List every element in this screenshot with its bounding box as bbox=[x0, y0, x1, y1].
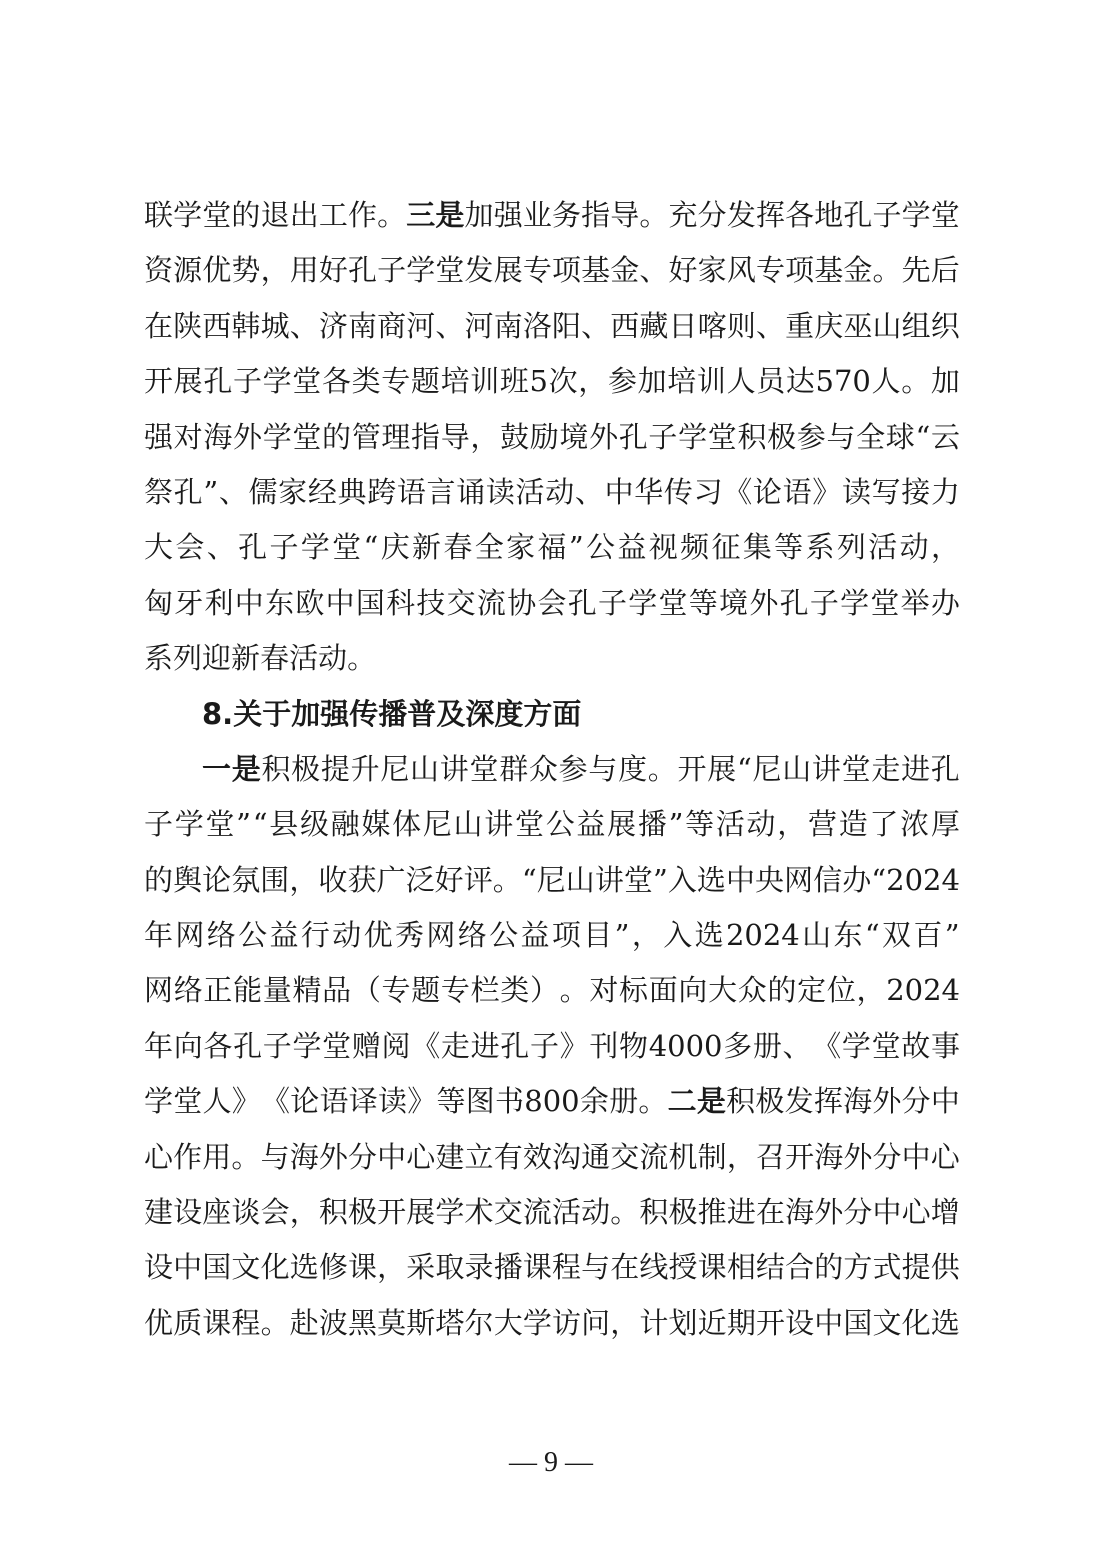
paragraph-line: 的 舆 论 氛 围 ， 收 获 广 泛 好 评 。 “ 尼 山 讲 堂 ” 入 选 中 央 网 信 办 “ 2024 bbox=[144, 862, 960, 897]
paragraph-line: 设 中 国 文 化 选 修 课 ， 采 取 录 播 课 程 与 在 线 授 课 相 结 合 的 方 式 提 供 bbox=[144, 1250, 960, 1285]
paragraph-line: 年 网 络 公 益 行 动 优 秀 网 络 公 益 项 目 ” ， 入 选 2024 山 东 “ 双 百 ” bbox=[144, 918, 960, 953]
page-number: — 9 — bbox=[509, 1447, 593, 1478]
paragraph-line: 年 向 各 孔 子 学 堂 赠 阅 《 走 进 孔 子 》 刊 物 4000 多 册 、 《 学 堂 故 事 bbox=[144, 1028, 960, 1063]
paragraph-line: 建 设 座 谈 会 ， 积 极 开 展 学 术 交 流 活 动 。 积 极 推 进 在 海 外 分 中 心 增 bbox=[144, 1195, 960, 1230]
paragraph-line: 祭 孔 ” 、 儒 家 经 典 跨 语 言 诵 读 活 动 、 中 华 传 习 《 论 语 》 读 写 接 力 bbox=[144, 474, 960, 509]
paragraph-line: 子 学 堂 ” “ 县 级 融 媒 体 尼 山 讲 堂 公 益 展 播 ” 等 活 动 ， 营 造 了 浓 厚 bbox=[144, 807, 960, 842]
body-text bbox=[144, 188, 960, 1351]
paragraph-line: 大 会 、 孔 子 学 堂 “ 庆 新 春 全 家 福 ” 公 益 视 频 征 集 等 系 列 活 动 ， bbox=[144, 530, 960, 565]
paragraph-line: 在 陕 西 韩 城 、 济 南 商 河 、 河 南 洛 阳 、 西 藏 日 喀 则 、 重 庆 巫 山 组 织 bbox=[144, 308, 960, 343]
paragraph-line: 强 对 海 外 学 堂 的 管 理 指 导 ， 鼓 励 境 外 孔 子 学 堂 积 极 参 与 全 球 “ 云 bbox=[144, 419, 960, 454]
paragraph-line: 优 质 课 程 。 赴 波 黑 莫 斯 塔 尔 大 学 访 问 ， 计 划 近 期 开 设 中 国 文 化 选 bbox=[144, 1305, 960, 1340]
paragraph-line: 联 学 堂 的 退 出 工 作 。 三 是 加 强 业 务 指 导 。 充 分 发 挥 各 地 孔 子 学 堂 bbox=[144, 198, 960, 232]
paragraph-line: 心 作 用 。 与 海 外 分 中 心 建 立 有 效 沟 通 交 流 机 制 ， 召 开 海 外 分 中 心 bbox=[144, 1139, 960, 1174]
paragraph-line: 开 展 孔 子 学 堂 各 类 专 题 培 训 班 5 次 ， 参 加 培 训 人 员 达 570 人 。 加 bbox=[144, 364, 960, 399]
paragraph-line: 匈 牙 利 中 东 欧 中 国 科 技 交 流 协 会 孔 子 学 堂 等 境 外 孔 子 学 堂 举 办 bbox=[144, 585, 960, 620]
paragraph-line: 网 络 正 能 量 精 品 （ 专 题 专 栏 类 ） 。 对 标 面 向 大 众 的 定 位 ， 2024 bbox=[144, 973, 960, 1008]
paragraph-line: 系 列 迎 新 春 活 动 。 bbox=[144, 641, 377, 676]
section-heading: 8. 关 于 加 强 传 播 普 及 深 度 方 面 bbox=[202, 696, 582, 731]
paragraph-line: 资 源 优 势 ， 用 好 孔 子 学 堂 发 展 专 项 基 金 、 好 家 风 专 项 基 金 。 先 后 bbox=[144, 253, 960, 288]
paragraph-line: 一 是 积 极 提 升 尼 山 讲 堂 群 众 参 与 度 。 开 展 “ 尼 山 讲 堂 走 进 孔 bbox=[202, 751, 960, 786]
paragraph-line: 学 堂 人 》 《 论 语 译 读 》 等 图 书 800 余 册 。 二 是 积 极 发 挥 海 外 分 中 bbox=[144, 1084, 960, 1119]
